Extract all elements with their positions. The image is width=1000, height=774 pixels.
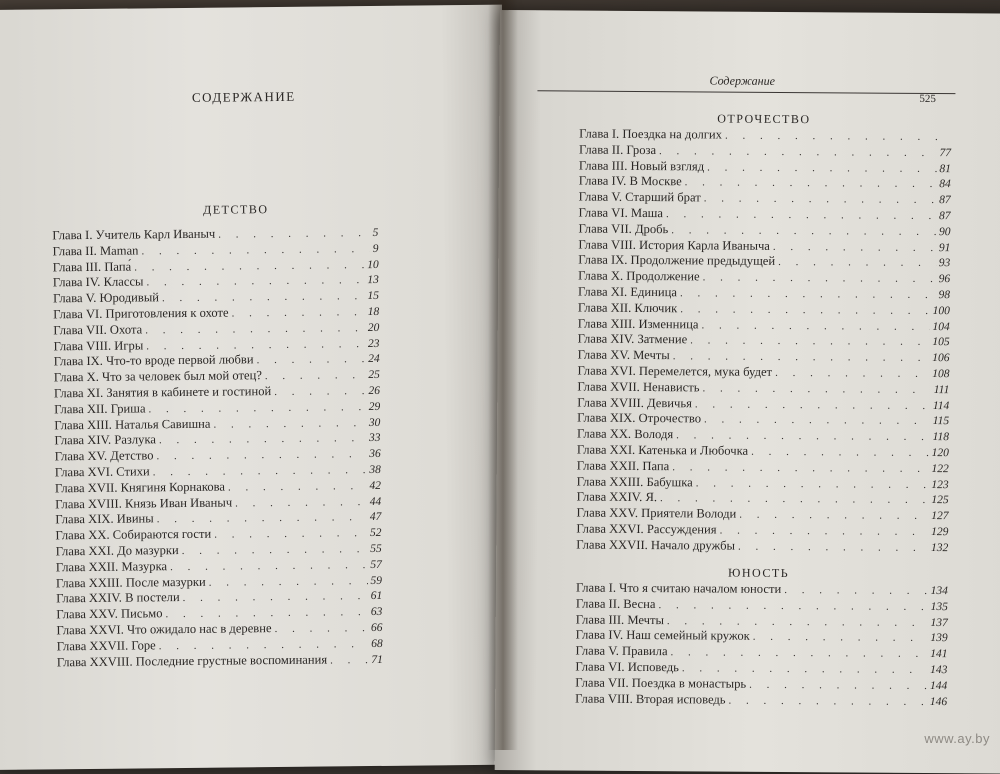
chapter-title: Глава XIV. Разлука [54, 432, 157, 448]
page-ref: 13 [367, 274, 379, 287]
page-ref: 134 [930, 585, 948, 598]
chapter-title: Глава XI. Занятия в кабинете и гостиной [53, 384, 272, 401]
dot-leader [153, 464, 367, 478]
left-page [0, 5, 510, 770]
page-ref: 115 [932, 415, 950, 428]
dot-leader [156, 448, 366, 462]
chapter-title: Глава XI. Единица [577, 284, 678, 300]
dot-leader [170, 559, 367, 573]
page-ref: 25 [368, 369, 380, 382]
book-gutter [488, 0, 518, 750]
page-number: 525 [919, 92, 936, 106]
chapter-title: Глава II. Гроза [578, 142, 657, 157]
chapter-title: Глава VI. Маша [578, 205, 664, 221]
chapter-title: Глава VI. Приготовления к охоте [53, 305, 229, 322]
chapter-title: Глава XX. Собираются гости [55, 526, 212, 543]
page-ref: 87 [939, 194, 951, 207]
dot-leader [274, 385, 365, 398]
page-ref: 5 [372, 226, 379, 240]
chapter-title: Глава VI. Исповедь [575, 659, 679, 675]
chapter-title: Глава XXII. Папа [576, 458, 670, 473]
chapter-title: Глава VIII. Игры [53, 337, 144, 353]
dot-leader [725, 130, 948, 144]
page-ref: 104 [932, 320, 950, 333]
chapter-title: Глава XXIV. Я. [576, 489, 658, 505]
chapter-title: Глава XX. Володя [576, 426, 674, 442]
chapter-title: Глава XXII. Мазурка [55, 558, 168, 575]
page-ref: 100 [932, 304, 950, 317]
dot-leader [141, 243, 369, 257]
dot-leader [165, 606, 367, 620]
chapter-title: Глава XXV. Приятели Володи [576, 505, 737, 521]
page-ref: 29 [368, 400, 381, 413]
dot-leader [707, 161, 936, 175]
chapter-title: Глава IX. Что-то вроде первой любви [53, 352, 254, 369]
section-title-youth: ЮНОСТЬ [728, 565, 790, 581]
chapter-title: Глава XVIII. Девичья [577, 395, 692, 410]
page-ref: 77 [939, 146, 952, 159]
page-ref: 26 [368, 384, 381, 398]
chapter-title: Глава XVII. Ненависть [577, 379, 700, 395]
page-ref: 120 [931, 446, 949, 460]
chapter-title: Глава XXVI. Рассуждения [576, 521, 717, 537]
page-ref: 111 [933, 383, 950, 396]
page-ref: 84 [939, 178, 951, 191]
page-ref: 146 [929, 695, 948, 708]
chapter-title: Глава XXVII. Начало дружбы [576, 537, 736, 553]
dot-leader [660, 492, 928, 506]
page-ref: 36 [369, 448, 381, 461]
dot-leader [257, 353, 366, 366]
dot-leader [682, 662, 927, 676]
page-ref: 105 [932, 336, 950, 349]
page-ref: 132 [930, 541, 949, 554]
chapter-title: Глава V. Правила [575, 643, 668, 659]
dot-leader [218, 227, 369, 241]
chapter-title: Глава VII. Поездка в монастырь [575, 675, 747, 691]
dot-leader [146, 338, 365, 352]
dot-leader [749, 679, 927, 692]
chapter-title: Глава XV. Детство [54, 448, 154, 464]
chapter-title: Глава I. Учитель Карл Иваныч [52, 226, 216, 243]
page-ref: 96 [938, 273, 951, 286]
dot-leader [213, 417, 366, 431]
dot-leader [235, 496, 367, 509]
dot-leader [753, 631, 928, 644]
chapter-title: Глава X. Что за человек был мой отец? [53, 368, 262, 385]
chapter-title: Глава XIV. Затмение [577, 331, 688, 347]
dot-leader [214, 527, 367, 541]
page-ref: 42 [369, 479, 382, 492]
page-ref: 91 [938, 241, 951, 254]
chapter-title: Глава VII. Охота [53, 322, 143, 338]
chapter-title: Глава IV. Наш семейный кружок [575, 627, 750, 644]
header-rule [537, 90, 955, 94]
dot-leader [658, 599, 927, 613]
page-ref: 9 [372, 242, 379, 255]
dot-leader [751, 446, 929, 459]
page-ref: 24 [368, 353, 380, 366]
dot-leader [134, 259, 364, 273]
page-ref: 144 [930, 679, 948, 692]
dot-leader [703, 272, 936, 286]
chapter-title: Глава XVI. Стихи [54, 464, 150, 480]
chapter-title: Глава VIII. Вторая исповедь [575, 691, 726, 707]
toc-entry [576, 537, 948, 555]
page-ref: 129 [931, 525, 949, 539]
dot-leader [671, 646, 928, 660]
chapter-title: Глава XIII. Изменница [577, 316, 699, 331]
chapter-title: Глава II. Maman [52, 243, 139, 259]
dot-leader [676, 429, 929, 443]
dot-leader [671, 224, 936, 238]
dot-leader [159, 432, 366, 446]
dot-leader [330, 654, 368, 666]
chapter-title: Глава III. Новый взгляд [578, 158, 705, 174]
chapter-title: Глава IX. Продолжение предыдущей [578, 252, 776, 269]
page-ref: 137 [930, 616, 948, 629]
dot-leader [704, 193, 937, 207]
chapter-title: Глава XII. Ключик [577, 300, 678, 316]
dot-leader [209, 575, 368, 589]
page-ref: 44 [369, 495, 382, 508]
dot-leader [729, 694, 927, 707]
page-ref: 93 [938, 257, 951, 270]
dot-leader [182, 543, 368, 557]
page-ref: 15 [367, 290, 380, 303]
section-title-boyhood: ОТРОЧЕСТВО [717, 111, 811, 127]
dot-leader [274, 622, 368, 635]
page-ref: 63 [370, 606, 383, 619]
chapter-title: Глава XIX. Отрочество [577, 410, 702, 426]
chapter-title: Глава XXVII. Горе [56, 638, 156, 654]
page-ref: 90 [938, 225, 951, 238]
dot-leader [701, 319, 929, 333]
page-ref: 59 [370, 574, 383, 587]
toc-boyhood [576, 127, 951, 556]
chapter-title: Глава XII. Гриша [54, 401, 146, 417]
dot-leader [672, 461, 928, 475]
chapter-title: Глава VIII. История Карла Иваныча [578, 237, 770, 253]
dot-leader [775, 367, 929, 380]
dot-leader [720, 524, 929, 537]
page-ref: 127 [931, 510, 949, 523]
chapter-title: Глава XVIII. Князь Иван Иваныч [55, 495, 233, 511]
dot-leader [778, 256, 936, 269]
page-ref: 57 [370, 558, 382, 571]
dot-leader [157, 511, 367, 525]
section-title-childhood: ДЕТСТВО [203, 202, 269, 217]
page-ref: 38 [369, 463, 381, 477]
chapter-title: Глава VII. Дробь [578, 221, 669, 236]
page-ref: 141 [930, 648, 948, 661]
chapter-title: Глава XXIII. После мазурки [55, 574, 206, 590]
page-ref: 135 [930, 600, 948, 613]
chapter-title: Глава XV. Мечты [577, 347, 670, 363]
dot-leader [739, 509, 928, 522]
page-ref: 114 [932, 399, 950, 412]
chapter-title: Глава II. Весна [575, 596, 656, 611]
right-page [495, 10, 1000, 774]
running-header: Содержание [709, 73, 776, 88]
page-ref: 98 [938, 289, 951, 302]
page-ref: 30 [368, 416, 381, 429]
chapter-title: Глава XXI. До мазурки [55, 542, 179, 559]
chapter-title: Глава IV. В Москве [578, 173, 682, 189]
page-ref: 52 [369, 527, 382, 540]
dot-leader [673, 350, 930, 364]
page-ref: 122 [931, 462, 949, 475]
chapter-title: Глава XIX. Ивины [55, 511, 154, 527]
chapter-title: Глава V. Юродивый [52, 290, 160, 306]
dot-leader [704, 414, 930, 428]
dot-leader [145, 322, 365, 336]
chapter-title: Глава XXV. Письмо [56, 606, 163, 622]
dot-leader [680, 287, 936, 301]
dot-leader [659, 145, 937, 159]
dot-leader [183, 590, 368, 604]
page-ref: 23 [367, 337, 380, 350]
dot-leader [162, 290, 365, 304]
chapter-title: Глава I. Поездка на долгих [579, 126, 723, 142]
page-ref: 71 [371, 653, 383, 666]
page-ref: 55 [370, 542, 382, 555]
page-ref: 20 [367, 321, 380, 334]
dot-leader [695, 398, 930, 412]
dot-leader [265, 369, 366, 382]
dot-leader [680, 303, 930, 317]
page-ref: 139 [930, 632, 948, 645]
chapter-title: Глава V. Старший брат [578, 189, 701, 205]
page-ref: 106 [932, 352, 950, 365]
dot-leader [690, 335, 929, 349]
dot-leader [773, 240, 936, 253]
chapter-title: Глава XIII. Наталья Савишна [54, 416, 211, 432]
chapter-title: Глава X. Продолжение [578, 268, 700, 284]
dot-leader [784, 584, 928, 597]
dot-leader [702, 382, 930, 396]
watermark-text: www.ay.by [924, 731, 990, 746]
dot-leader [667, 615, 928, 629]
chapter-title: Глава IV. Классы [52, 274, 144, 290]
toc-youth [575, 581, 948, 710]
chapter-title: Глава III. Мечты [575, 612, 665, 627]
page-ref: 61 [370, 590, 383, 603]
chapter-title: Глава I. Что я считаю началом юности [575, 580, 782, 596]
dot-leader [232, 306, 365, 319]
chapter-title: Глава XXIV. В постели [56, 590, 180, 606]
toc-entry [575, 691, 947, 709]
chapter-title: Глава XXVI. Что ожидало нас в деревне [56, 621, 272, 638]
dot-leader [685, 177, 937, 191]
page-ref: 125 [931, 494, 949, 507]
dot-leader [666, 208, 936, 222]
toc-entry [57, 651, 383, 670]
dot-leader [228, 480, 367, 493]
page-ref: 81 [939, 162, 951, 175]
dot-leader [148, 401, 365, 415]
page-ref: 123 [931, 478, 949, 491]
chapter-title: Глава XXVIII. Последние грустные воспоминания [56, 652, 328, 669]
chapter-title: Глава XVII. Княгиня Корнакова [54, 479, 226, 496]
dot-leader [146, 274, 364, 288]
page-ref: 68 [371, 637, 383, 650]
page-ref: 118 [932, 431, 950, 444]
chapter-title: Глава XVI. Перемелется, мука будет [577, 363, 773, 379]
page-ref: 18 [367, 305, 380, 319]
page-ref: 33 [368, 432, 381, 445]
dot-leader [159, 638, 369, 652]
chapter-title: Глава III. Папа́ [52, 259, 132, 274]
page-ref: 143 [930, 664, 948, 677]
dot-leader [738, 540, 928, 553]
page-ref: 10 [367, 258, 379, 271]
dot-leader [696, 477, 929, 491]
chapter-title: Глава XXI. Катенька и Любочка [576, 442, 749, 458]
page-ref: 47 [369, 511, 382, 524]
contents-heading: СОДЕРЖАНИЕ [191, 88, 296, 105]
toc-childhood [52, 225, 383, 671]
page-ref: 66 [370, 621, 383, 634]
chapter-title: Глава XXIII. Бабушка [576, 474, 693, 489]
page-ref: 108 [932, 367, 950, 381]
page-ref: 87 [939, 210, 951, 223]
